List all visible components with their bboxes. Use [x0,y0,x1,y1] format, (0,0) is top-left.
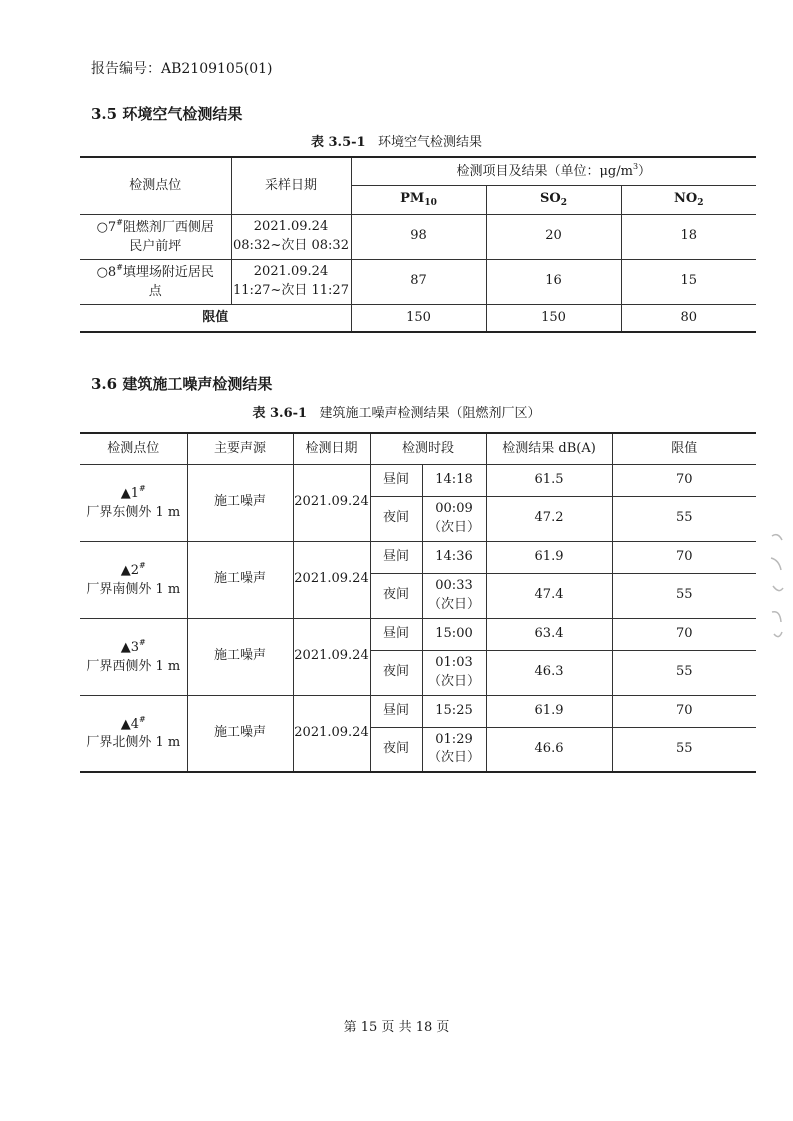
cell-source: 施工噪声 [187,695,293,772]
cell-night-time: 00:33 （次日） [422,573,486,618]
cell-night-time: 00:09 （次日） [422,496,486,541]
header-date: 采样日期 [231,157,351,214]
header-group: 检测项目及结果（单位：$\mu g/m^3$） [351,157,756,185]
header-point: 检测点位 [80,157,231,214]
cell-night-time: 01:29 （次日） [422,727,486,772]
cell-night-value: 46.3 [486,650,612,695]
cell-night-limit: 55 [612,496,756,541]
cell-point: ▲4# 厂界北侧外 1 m [80,695,187,772]
header-pm10: $PM_{10}$ [351,185,486,214]
header-result: 检测结果 dB(A) [486,433,612,464]
cell-so2: 20 [486,214,621,259]
cell-point: ▲2# 厂界南侧外 1 m [80,541,187,618]
table-caption-noise [0,402,793,421]
cell-night-limit: 55 [612,727,756,772]
cell-day-label: 昼间 [370,618,422,650]
cell-point: ▲1# 厂界东侧外 1 m [80,464,187,541]
cell-night-value: 47.4 [486,573,612,618]
cell-date: 2021.09.24 [293,541,370,618]
cell-no2: 15 [621,259,756,304]
header-point: 检测点位 [80,433,187,464]
cell-pm10: 98 [351,214,486,259]
cell-day-time: 15:00 [422,618,486,650]
limit-so2: 150 [486,304,621,332]
header-no2: $NO_2$ [621,185,756,214]
cell-source: 施工噪声 [187,541,293,618]
limit-label: 限值 [80,304,351,332]
caption-number: 表 3.5-1 [310,135,366,150]
section-title-air: 3.5 环境空气检测结果 [91,105,243,123]
cell-day-label: 昼间 [370,541,422,573]
cell-day-value: 61.5 [486,464,612,496]
air-quality-table [80,156,756,333]
cell-night-label: 夜间 [370,573,422,618]
cell-day-time: 15:25 [422,695,486,727]
cell-date: 2021.09.24 [293,618,370,695]
cell-date: 2021.09.24 [293,464,370,541]
cell-day-limit: 70 [612,618,756,650]
noise-table [80,432,756,773]
caption-text: 环境空气检测结果 [377,135,482,150]
cell-no2: 18 [621,214,756,259]
table-row [80,618,756,650]
page-footer: 第 15 页 共 18 页 [343,1020,450,1035]
cell-source: 施工噪声 [187,464,293,541]
cell-night-limit: 55 [612,650,756,695]
cell-day-time: 14:36 [422,541,486,573]
report-number: 报告编号：AB2109105(01) [91,61,273,77]
cell-day-limit: 70 [612,695,756,727]
cell-night-label: 夜间 [370,496,422,541]
cell-so2: 16 [486,259,621,304]
cell-day-label: 昼间 [370,695,422,727]
table-row [80,464,756,496]
cell-day-limit: 70 [612,541,756,573]
header-source: 主要声源 [187,433,293,464]
cell-day-value: 61.9 [486,695,612,727]
cell-date: 2021.09.24 11:27~次日 11:27 [231,259,351,304]
cell-day-label: 昼间 [370,464,422,496]
limit-pm10: 150 [351,304,486,332]
table-caption-air [0,131,793,150]
cell-date: 2021.09.24 [293,695,370,772]
cell-day-value: 61.9 [486,541,612,573]
cell-day-value: 63.4 [486,618,612,650]
cell-point: ○7#阻燃剂厂西侧居 民户前坪 [80,214,231,259]
cell-night-value: 46.6 [486,727,612,772]
section-title-noise: 3.6 建筑施工噪声检测结果 [91,375,273,393]
header-period: 检测时段 [370,433,486,464]
caption-number: 表 3.6-1 [252,406,308,421]
cell-source: 施工噪声 [187,618,293,695]
table-row [80,695,756,727]
cell-point: ▲3# 厂界西侧外 1 m [80,618,187,695]
cell-night-label: 夜间 [370,727,422,772]
seal-edge-mark [768,528,786,648]
cell-day-time: 14:18 [422,464,486,496]
cell-pm10: 87 [351,259,486,304]
cell-night-time: 01:03 （次日） [422,650,486,695]
header-date: 检测日期 [293,433,370,464]
cell-date: 2021.09.24 08:32~次日 08:32 [231,214,351,259]
cell-day-limit: 70 [612,464,756,496]
caption-text: 建筑施工噪声检测结果（阻燃剂厂区） [319,406,541,421]
table-row [80,214,756,259]
cell-night-limit: 55 [612,573,756,618]
table-row [80,259,756,304]
cell-night-value: 47.2 [486,496,612,541]
cell-night-label: 夜间 [370,650,422,695]
limit-no2: 80 [621,304,756,332]
limit-row [80,304,756,332]
header-so2: $SO_2$ [486,185,621,214]
cell-point: ○8#填埋场附近居民 点 [80,259,231,304]
header-limit: 限值 [612,433,756,464]
table-row [80,541,756,573]
